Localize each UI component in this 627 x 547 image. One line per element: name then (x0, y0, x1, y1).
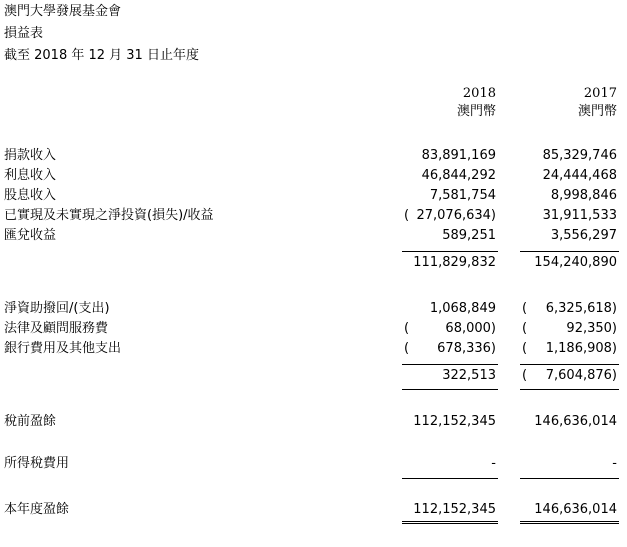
row-value-2017: 24,444,468 (542, 168, 617, 183)
row-label-legal-advisory-fees: 法律及顧問服務費 (4, 321, 109, 336)
column-year-2017: 2017 (583, 86, 617, 101)
column-year-2018: 2018 (462, 86, 496, 101)
row-label-investment-gain-loss: 已實現及未實現之淨投資(損失)/收益 (4, 208, 214, 223)
row-value-2018: 589,251 (442, 228, 496, 243)
row-label-surplus-before-tax: 稅前盈餘 (4, 414, 57, 429)
row-value-2018: 112,152,345 (413, 414, 496, 429)
open-parenthesis: ( (404, 321, 410, 336)
subtotal-rule-2017 (520, 364, 619, 365)
subtotal-rule-2018 (402, 251, 498, 252)
row-value-2017: 6,325,618) (545, 301, 617, 316)
statement-title: 損益表 (4, 26, 44, 41)
open-parenthesis: ( (522, 321, 528, 336)
total-double-rule-2017 (520, 521, 619, 524)
row-value-2018: 68,000) (445, 321, 496, 336)
row-label-dividend-income: 股息收入 (4, 188, 57, 203)
open-parenthesis: ( (404, 208, 410, 223)
total-double-rule-2018 (402, 521, 498, 524)
row-label-bank-other-expenses: 銀行費用及其他支出 (4, 341, 122, 356)
row-label-net-grants: 淨資助撥回/(支出) (4, 301, 110, 316)
open-parenthesis: ( (522, 301, 528, 316)
row-value-2018: 27,076,634) (416, 208, 496, 223)
open-parenthesis: ( (522, 341, 528, 356)
row-value-2018: 112,152,345 (413, 502, 496, 517)
open-parenthesis: ( (404, 341, 410, 356)
expense-subtotal-2017: 7,604,876) (545, 368, 617, 383)
column-currency-2018: 澳門幣 (456, 104, 496, 119)
subtotal-rule-2018 (402, 364, 498, 365)
tax-rule-2018 (402, 478, 498, 479)
income-subtotal-2018: 111,829,832 (413, 255, 496, 270)
row-value-2018: 7,581,754 (429, 188, 496, 203)
row-value-2017: 1,186,908) (545, 341, 617, 356)
row-value-2018: 1,068,849 (429, 301, 496, 316)
row-label-surplus-for-year: 本年度盈餘 (4, 502, 70, 517)
row-value-2017: 85,329,746 (542, 148, 617, 163)
row-value-2017: 92,350) (566, 321, 617, 336)
income-subtotal-2017: 154,240,890 (534, 255, 617, 270)
row-label-income-tax: 所得稅費用 (4, 456, 70, 471)
period-subtitle: 截至 2018 年 12 月 31 日止年度 (4, 48, 199, 63)
row-value-2018: - (491, 456, 496, 471)
subtotal-rule-2017 (520, 251, 619, 252)
expense-subtotal-2018: 322,513 (442, 368, 496, 383)
column-currency-2017: 澳門幣 (577, 104, 617, 119)
row-value-2017: 8,998,846 (550, 188, 617, 203)
row-value-2017: 3,556,297 (550, 228, 617, 243)
subtotal-underline-2017 (520, 389, 619, 390)
row-label-interest-income: 利息收入 (4, 168, 57, 183)
org-name: 澳門大學發展基金會 (4, 4, 122, 19)
row-label-donation-income: 捐款收入 (4, 148, 57, 163)
row-value-2018: 46,844,292 (421, 168, 496, 183)
row-label-exchange-gain: 匯兌收益 (4, 228, 57, 243)
subtotal-underline-2018 (402, 389, 498, 390)
row-value-2017: - (612, 456, 617, 471)
row-value-2017: 31,911,533 (542, 208, 617, 223)
row-value-2017: 146,636,014 (534, 414, 617, 429)
open-parenthesis: ( (522, 368, 528, 383)
row-value-2018: 678,336) (437, 341, 496, 356)
row-value-2017: 146,636,014 (534, 502, 617, 517)
tax-rule-2017 (520, 478, 619, 479)
row-value-2018: 83,891,169 (421, 148, 496, 163)
